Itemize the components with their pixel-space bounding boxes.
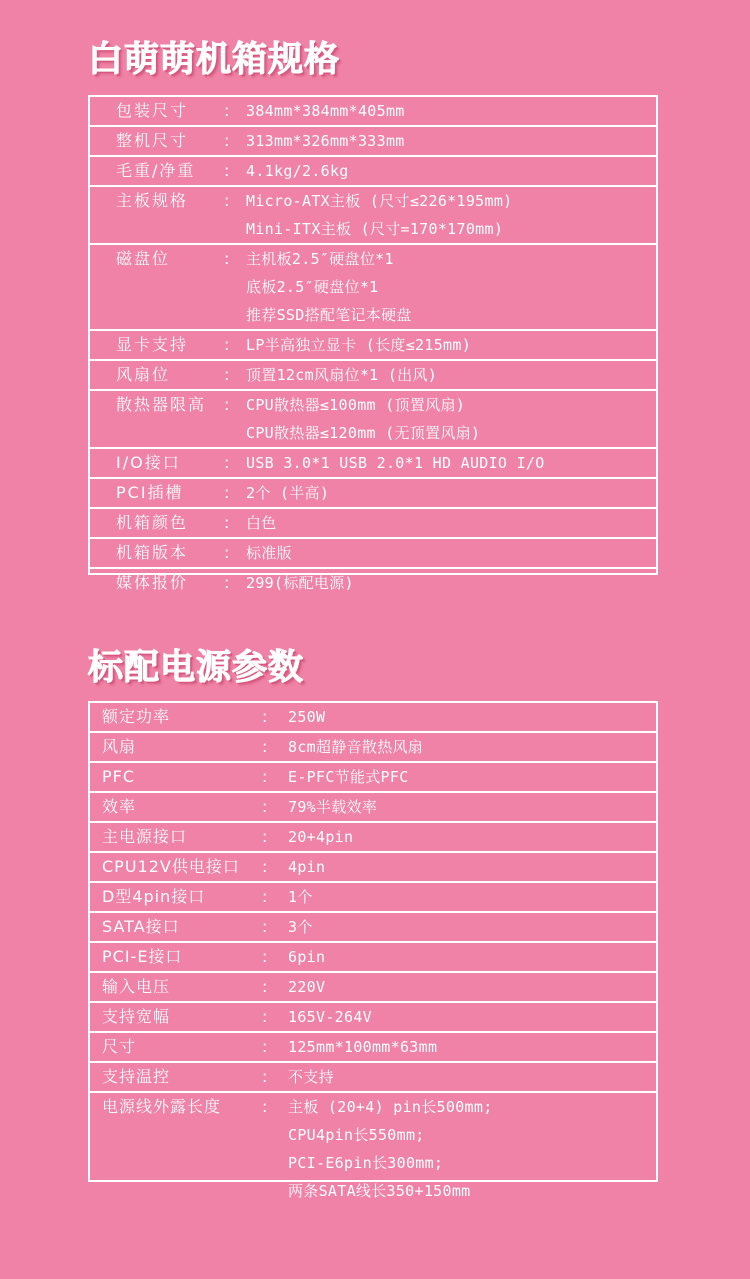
- case-spec-row: [90, 97, 656, 127]
- psu-spec-row: [90, 1003, 656, 1033]
- case-spec-row-value-line: 底板2.5″硬盘位*1: [246, 278, 379, 296]
- case-spec-row-value: [238, 479, 329, 507]
- psu-spec-row: [90, 1033, 656, 1063]
- psu-spec-row-separator: :: [262, 917, 268, 936]
- psu-spec-row-separator: :: [262, 887, 268, 906]
- psu-spec-row-value: [280, 943, 325, 971]
- case-spec-row-separator: :: [224, 101, 230, 120]
- psu-spec-row: [90, 913, 656, 943]
- psu-spec-row-value: [280, 1063, 334, 1091]
- psu-spec-row: [90, 943, 656, 973]
- psu-spec-row-value-line: CPU4pin长550mm;: [288, 1126, 425, 1144]
- case-spec-row-separator: :: [224, 543, 230, 562]
- case-spec-row: [90, 187, 656, 245]
- psu-spec-row-label: 主电源接口: [102, 827, 188, 846]
- psu-spec-row-value-line: 20+4pin: [288, 828, 354, 846]
- case-spec-row: [90, 245, 656, 331]
- case-spec-row-value-line: CPU散热器≤100mm (顶置风扇): [246, 396, 466, 414]
- case-spec-row-value: [238, 391, 480, 447]
- psu-spec-row-separator: :: [262, 1007, 268, 1026]
- psu-spec-row-separator: :: [262, 767, 268, 786]
- psu-spec-row-value: [280, 1003, 372, 1031]
- case-spec-row-separator: :: [224, 249, 230, 268]
- case-spec-row-separator: :: [224, 513, 230, 532]
- psu-spec-row-label: PFC: [102, 767, 136, 786]
- case-spec-row-separator: :: [224, 335, 230, 354]
- psu-spec-row-value: [280, 883, 313, 911]
- psu-spec-row-separator: :: [262, 1097, 268, 1116]
- psu-spec-table: [88, 701, 658, 1200]
- psu-spec-row: [90, 883, 656, 913]
- psu-spec-row-label: 效率: [102, 797, 137, 816]
- case-spec-row-value-line: LP半高独立显卡 (长度≤215mm): [246, 336, 472, 354]
- psu-spec-row-value-line: 125mm*100mm*63mm: [288, 1038, 438, 1056]
- case-spec-row-value-line: Mini-ITX主板 (尺寸=170*170mm): [246, 220, 504, 238]
- case-spec-row-value-line: 主机板2.5″硬盘位*1: [246, 250, 394, 268]
- psu-spec-row-value: [280, 913, 313, 941]
- case-spec-row: [90, 157, 656, 187]
- case-spec-row-value-line: 2个 (半高): [246, 484, 330, 502]
- psu-spec-row-separator: :: [262, 1067, 268, 1086]
- case-spec-row-value: [238, 361, 437, 389]
- case-spec-row-value: [238, 449, 545, 477]
- case-spec-row-value-line: 白色: [246, 514, 277, 532]
- case-spec-row-label: 风扇位: [116, 365, 171, 384]
- psu-spec-row-value: [280, 823, 353, 851]
- case-spec-row-value-line: CPU散热器≤120mm (无顶置风扇): [246, 424, 481, 442]
- case-spec-row-separator: :: [224, 395, 230, 414]
- psu-spec-row-separator: :: [262, 797, 268, 816]
- psu-spec-row-label: 尺寸: [102, 1037, 137, 1056]
- case-spec-row-value-line: 313mm*326mm*333mm: [246, 132, 405, 150]
- case-spec-row-value: [238, 187, 512, 243]
- psu-spec-row: [90, 1063, 656, 1093]
- case-spec-row: [90, 479, 656, 509]
- case-spec-row: [90, 391, 656, 449]
- case-spec-row-separator: :: [224, 453, 230, 472]
- psu-spec-row-separator: :: [262, 857, 268, 876]
- psu-spec-row: [90, 823, 656, 853]
- case-spec-table: [88, 95, 658, 592]
- psu-spec-row-value-line: 79%半载效率: [288, 798, 378, 816]
- case-spec-row-separator: :: [224, 131, 230, 150]
- case-spec-row-label: 机箱版本: [116, 543, 189, 562]
- psu-spec-row: [90, 763, 656, 793]
- psu-spec-row-separator: :: [262, 947, 268, 966]
- psu-spec-row-value: [280, 733, 423, 761]
- psu-spec-row-value: [280, 1033, 437, 1061]
- psu-spec-row-value-line: PCI-E6pin长300mm;: [288, 1154, 444, 1172]
- case-spec-row-value: [238, 97, 405, 125]
- case-spec-row: [90, 569, 656, 597]
- case-spec-row: [90, 331, 656, 361]
- case-spec-row-separator: :: [224, 483, 230, 502]
- psu-spec-row: [90, 1093, 656, 1205]
- case-spec-row-separator: :: [224, 191, 230, 210]
- case-spec-row-label: 整机尺寸: [116, 131, 189, 150]
- case-spec-row: [90, 127, 656, 157]
- psu-spec-row: [90, 853, 656, 883]
- case-spec-row-value-line: 4.1kg/2.6kg: [246, 162, 349, 180]
- psu-spec-row-label: 输入电压: [102, 977, 171, 996]
- psu-spec-title: 标配电源参数: [88, 648, 305, 688]
- case-spec-row-value-line: 顶置12cm风扇位*1 (出风): [246, 366, 438, 384]
- psu-spec-row-value: [280, 973, 325, 1001]
- psu-spec-row-value-line: 6pin: [288, 948, 326, 966]
- psu-spec-row-label: 支持宽幅: [102, 1007, 171, 1026]
- psu-spec-row-label: 支持温控: [102, 1067, 171, 1086]
- case-spec-row-value-line: 标准版: [246, 544, 292, 562]
- psu-spec-row-value-line: 主板 (20+4) pin长500mm;: [288, 1098, 493, 1116]
- case-spec-row-label: 媒体报价: [116, 573, 189, 592]
- case-spec-row-value-line: 299(标配电源): [246, 574, 354, 592]
- psu-spec-row-value-line: 220V: [288, 978, 326, 996]
- case-spec-row-value: [238, 245, 412, 329]
- psu-spec-row-separator: :: [262, 977, 268, 996]
- case-spec-row-label: 磁盘位: [116, 249, 171, 268]
- case-spec-row-label: PCI插槽: [116, 483, 184, 502]
- case-spec-row: [90, 539, 656, 569]
- psu-spec-row-value: [280, 793, 377, 821]
- psu-spec-row-value: [280, 703, 325, 731]
- psu-spec-row-value: [280, 1093, 493, 1205]
- case-spec-row-value-line: USB 3.0*1 USB 2.0*1 HD AUDIO I/O: [246, 454, 545, 472]
- case-spec-row-label: 包装尺寸: [116, 101, 189, 120]
- psu-spec-row-label: 风扇: [102, 737, 137, 756]
- case-spec-row-label: 毛重/净重: [116, 161, 196, 180]
- psu-spec-row-value-line: 两条SATA线长350+150mm: [288, 1182, 471, 1200]
- psu-spec-row-value-line: 165V-264V: [288, 1008, 372, 1026]
- case-spec-row-value-line: 384mm*384mm*405mm: [246, 102, 405, 120]
- psu-spec-row-value-line: 8cm超静音散热风扇: [288, 738, 424, 756]
- case-spec-row: [90, 449, 656, 479]
- psu-spec-row-value-line: 4pin: [288, 858, 326, 876]
- psu-spec-row-separator: :: [262, 707, 268, 726]
- case-spec-row-separator: :: [224, 573, 230, 592]
- psu-spec-row-label: CPU12V供电接口: [102, 857, 240, 876]
- psu-spec-row-value-line: 250W: [288, 708, 326, 726]
- psu-spec-row-label: D型4pin接口: [102, 887, 206, 906]
- psu-spec-row-value-line: E-PFC节能式PFC: [288, 768, 409, 786]
- case-spec-row-separator: :: [224, 365, 230, 384]
- psu-spec-row: [90, 703, 656, 733]
- case-spec-row: [90, 509, 656, 539]
- case-spec-row-value-line: Micro-ATX主板 (尺寸≤226*195mm): [246, 192, 513, 210]
- case-spec-row-value-line: 推荐SSD搭配笔记本硬盘: [246, 306, 412, 324]
- psu-spec-row: [90, 793, 656, 823]
- psu-spec-row-value-line: 1个: [288, 888, 313, 906]
- psu-spec-row-label: PCI-E接口: [102, 947, 183, 966]
- case-spec-row-label: 主板规格: [116, 191, 189, 210]
- psu-spec-row-separator: :: [262, 1037, 268, 1056]
- psu-spec-row-value-line: 不支持: [288, 1068, 334, 1086]
- case-spec-row-separator: :: [224, 161, 230, 180]
- psu-spec-row-value: [280, 763, 409, 791]
- case-spec-row-label: 显卡支持: [116, 335, 189, 354]
- psu-spec-row-label: 电源线外露长度: [102, 1097, 222, 1116]
- case-spec-row-label: I/O接口: [116, 453, 181, 472]
- psu-spec-row: [90, 973, 656, 1003]
- psu-spec-row-label: SATA接口: [102, 917, 180, 936]
- case-spec-row-label: 散热器限高: [116, 395, 207, 414]
- case-spec-row-value: [238, 509, 277, 537]
- case-spec-title: 白萌萌机箱规格: [88, 40, 341, 80]
- psu-spec-row-value-line: 3个: [288, 918, 313, 936]
- case-spec-row-value: [238, 157, 349, 185]
- case-spec-row-label: 机箱颜色: [116, 513, 189, 532]
- case-spec-row-value: [238, 127, 405, 155]
- psu-spec-row: [90, 733, 656, 763]
- psu-spec-row-separator: :: [262, 737, 268, 756]
- case-spec-row-value: [238, 539, 292, 567]
- psu-spec-row-label: 额定功率: [102, 707, 171, 726]
- psu-spec-row-value: [280, 853, 325, 881]
- case-spec-row-value: [238, 331, 471, 359]
- psu-spec-row-separator: :: [262, 827, 268, 846]
- case-spec-row: [90, 361, 656, 391]
- case-spec-row-value: [238, 569, 354, 597]
